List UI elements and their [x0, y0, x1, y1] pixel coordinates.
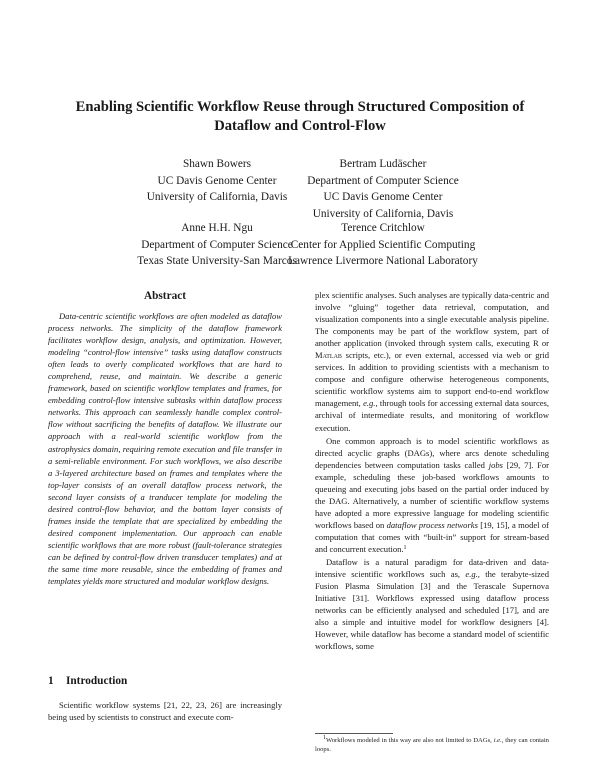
- author-affiliation: Department of Computer Science: [307, 174, 459, 187]
- author-affiliation: Lawrence Livermore National Laboratory: [288, 255, 478, 267]
- section-title: Introduction: [66, 675, 128, 687]
- footnote: $^1$Workflows modeled in this way are also not limited to DAGs, i.e., they can contain loops.: [315, 735, 549, 753]
- section-number: 1: [48, 675, 54, 687]
- section-heading-introduction: [48, 674, 282, 688]
- paper-title: [60, 98, 540, 136]
- author-block-critchlow: [258, 220, 508, 270]
- footnote-divider: [315, 733, 393, 734]
- footnote-mark: 1: [323, 735, 326, 741]
- author-affiliation: Department of Computer Science: [141, 238, 293, 251]
- author-affiliation: University of California, Davis: [146, 191, 288, 203]
- abstract-heading: Abstract: [143, 290, 187, 302]
- title-line-1: Enabling Scientific Workflow Reuse through Structured Composition of: [75, 99, 525, 115]
- author-name: Shawn Bowers: [182, 158, 252, 170]
- footnote-ref[interactable]: 1: [403, 544, 407, 551]
- author-name: Bertram Ludäscher: [339, 158, 427, 170]
- introduction-text: Scientific workflow systems [21, 22, 23, 26] are increasingly being used by scientists to construct and execute com-: [48, 700, 282, 723]
- title-line-2: Dataflow and Control-Flow: [214, 118, 386, 134]
- paragraph: plex scientific analyses. Such analyses are typically data-centric and involve “gluing” together data retrieval, computation, and visualization components into a single executable analysis pipeline. The components may be part of the workflow system, part of another application (invoked through system calls, executing R or Matlab scripts, etc.), or even external, accessed via web or grid services. In addition to providing scientists with a mechanism to compose and configure otherwise heterogeneous components, scientific workflow systems aim to support end-to-end workflow management, e.g., through tools for accessing external data sources, archival of intermediate results, and monitoring of workflow execution.: [315, 290, 549, 433]
- paragraph: Dataflow is a natural paradigm for data-driven and data-intensive scientific workflows such as, e.g., the terabyte-sized Fusion Plasma Simulation [3] and the Terascale Supernova Initiative [31]. Workflows expressed using dataflow process networks can be efficiently analysed and scheduled [17], and are also a simple and intuitive model for workflow designers [4]. However, while dataflow has become a standard model of scientific workflows, some: [315, 557, 549, 652]
- author-affiliation: UC Davis Genome Center: [157, 174, 277, 187]
- author-name: Terence Critchlow: [341, 222, 425, 234]
- author-block-ludaescher: [258, 156, 508, 222]
- author-affiliation: UC Davis Genome Center: [323, 191, 443, 203]
- author-name: Anne H.H. Ngu: [181, 222, 253, 234]
- author-affiliation: Texas State University-San Marcos: [137, 255, 297, 267]
- right-column-text: [315, 289, 549, 652]
- author-affiliation: Center for Applied Scientific Computing: [290, 238, 476, 251]
- abstract-text: Data-centric scientific workflows are often modeled as dataflow process networks. The simplicity of the dataflow framework facilitates workflow design, analysis, and optimization. However, modeling “control-flow intensive” tasks using dataflow constructs often leads to overly complicated workflows that are hard to comprehend, reuse, and maintain. We describe a generic framework, based on scientific workflow templates and frames, for embedding control-flow intensive subtasks within dataflow process networks. This approach can seamlessly handle complex control-flow without sacrificing the benefits of dataflow. We illustrate our approach with a real-world scientific workflow from the astrophysics domain, requiring remote execution and file transfer in a semi-reliable environment. For such workflows, we also describe a 3-layered architecture based on frames and templates where the top-layer consists of an overall dataflow process network, the second layer consists of a tranducer template for modeling the desired control-flow behavior, and the bottom layer consists of frames inside the template that are specialized by embedding the desired component implementation. Our approach can enable scientific workflows that are more robust (fault-tolerance strategies can be defined by control-flow driven transducer templates) and at the same time more reusable, since the embedding of frames and templates yields more structured and modular workflow designs.: [48, 311, 282, 587]
- author-affiliation: University of California, Davis: [312, 207, 454, 220]
- paragraph: One common approach is to model scientific workflows as directed acyclic graphs (DAGs), where arcs denote scheduling dependencies between computation tasks called jobs [29, 7]. For example, scheduling these job-based workflows amounts to queueing and executing jobs based on the partial order induced by the DAG. Alternatively, a number of scientific workflow systems have adopted a more expressive language for modeling scientific workflows based on dataflow process networks [19, 15], a model of computation that comes with “built-in” support for stream-based and concurrent execution.$^1$: [315, 435, 549, 554]
